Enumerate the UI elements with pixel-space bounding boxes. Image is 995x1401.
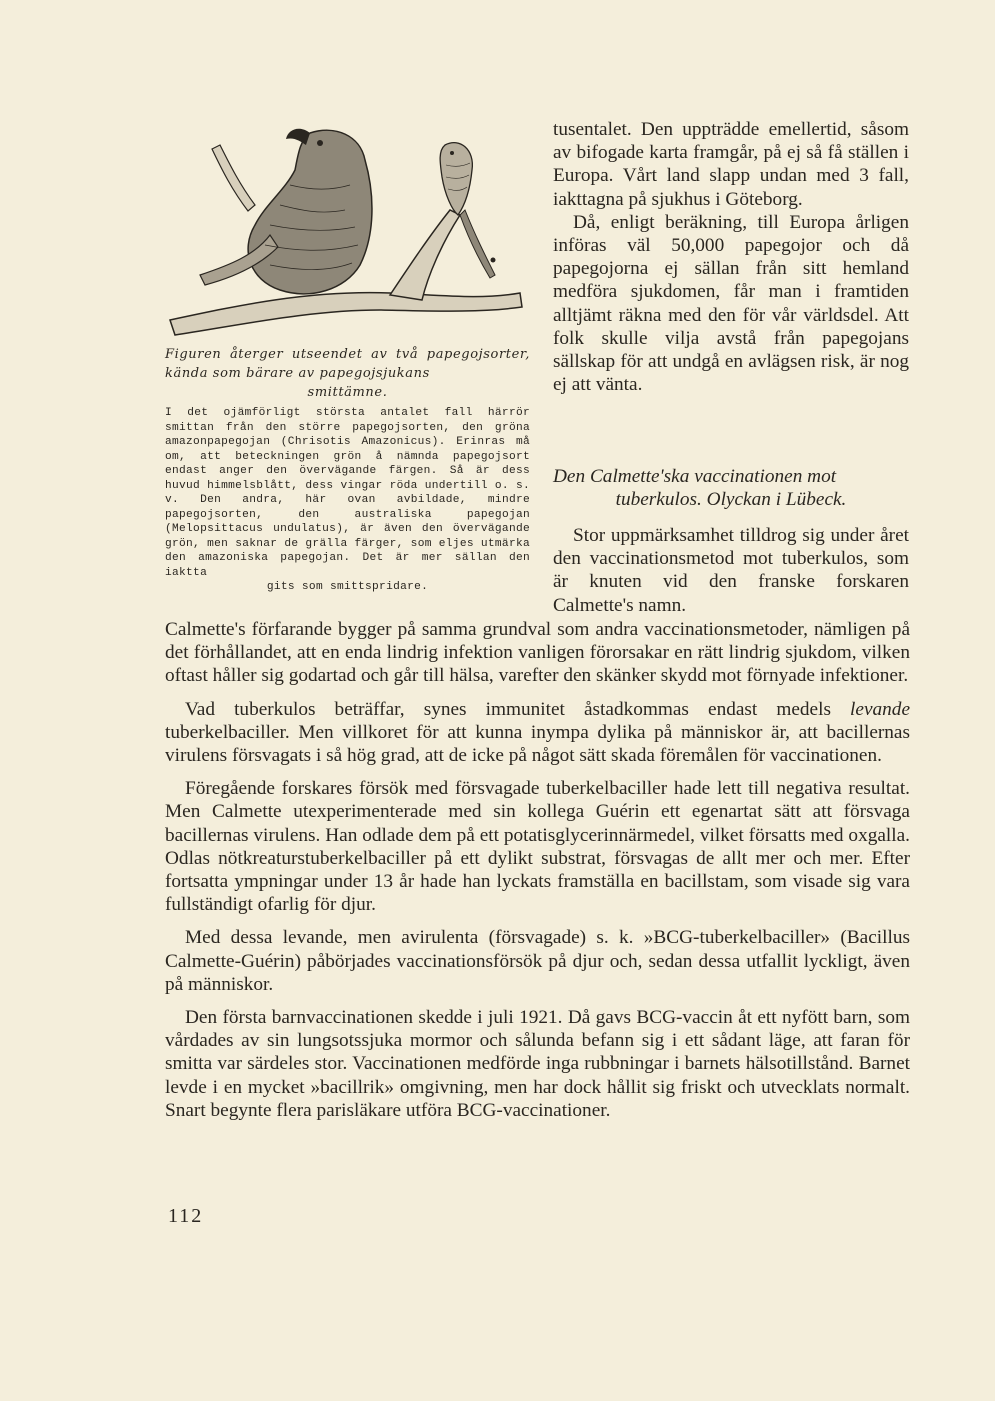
right-column: [553, 118, 909, 396]
body-paragraph-2b: tuberkelbaciller. Men villkoret för att kunna inympa dylika på människor är, att bacillernas virulens försvagats i så hög grad, att de icke på något sätt skada föremålen för vaccinationen.: [165, 721, 910, 767]
body-paragraph-2-emphasis: levande: [850, 698, 910, 720]
right-paragraph-1: tusentalet. Den uppträdde emellertid, såsom av bifogade karta framgår, på ej så få ställen i Europa. Vårt land slapp undan med 3 fall, iakttagna på sjukhus i Göteborg.: [553, 119, 909, 210]
section-heading: [553, 465, 909, 511]
figure-caption-title: [165, 345, 530, 402]
parrots-illustration: [160, 115, 530, 345]
section-heading-line-1: Den Calmette'ska vaccinationen mot: [553, 466, 837, 487]
intro-paragraph: Stor uppmärksamhet tilldrog sig under året den vaccinationsmetod mot tuberkulos, som är knuten vid den franske forskaren Calmette's namn.: [553, 525, 909, 616]
body-paragraph-5: Den första barnvaccinationen skedde i juli 1921. Då gavs BCG-vaccin åt ett nyfött barn, som vårdades av sin lungsotssjuka mormor och sålunda befann sig i ett sådant läge, att faran för smitta var särdeles stor. Vaccinationen medförde inga rubbningar i barnets hälsotillstånd. Barnet levde i en mycket »bacillrik» omgivning, men har dock hållit sig friskt och utvecklats normalt. Snart begynte flera parisläkare utföra BCG-vaccinationer.: [165, 1007, 910, 1121]
body-paragraph-2a: Vad tuberkulos beträffar, synes immunitet åstadkommas endast medels: [185, 698, 851, 720]
caption-title-last: smittämne.: [307, 385, 388, 400]
parrots-engraving: [160, 115, 530, 345]
body-paragraph-3: Föregående forskares försök med försvagade tuberkelbaciller hade lett till negativa resultat. Men Calmette utexperimenterade med sin kollega Guérin ett egenartat sätt att försvaga bacillernas virulens. Han odlade dem på ett potatisglycerinnärmedel, vilket försatts med oxgalla. Odlas nötkreaturstuberkelbaciller på ett dylikt substrat, försvagas de allt mer och mer. Efter fortsatta ympningar under 13 år hade han lyckats framställa en bacillstam, som visade sig vara fullständigt ofarlig för djur.: [165, 778, 910, 916]
caption-body-end: gits som smittspridare.: [266, 581, 429, 593]
section-heading-line-2: tuberkulos. Olyckan i Lübeck.: [615, 489, 847, 511]
right-paragraph-2: Då, enligt beräkning, till Europa årligen införas väl 50,000 papegojor och då papegojorna ej sällan från sitt hemland medföra sjukdomen, får man i framtiden alltjämt räkna med den för vår världsdel. Att folk skulle vilja avstå från papegojans sällskap för att undgå en avlägsen risk, är nog ej att vänta.: [553, 211, 909, 396]
body-paragraph-1: Calmette's förfarande bygger på samma grundval som andra vaccinationsmetoder, nämligen på det förhållandet, att en enda lindrig infektion vanligen förorsakar en rätt lindrig sjukdom, vilken oftast håller sig godartad och går till hälsa, varefter den skänker skydd mot förnyade infektioner.: [165, 619, 910, 687]
figure-caption-body: [165, 406, 530, 595]
caption-title-text: Figuren återger utseendet av två papegojsorter, kända som bärare av papegojsjukans: [165, 347, 530, 381]
caption-body-text: I det ojämförligt största antalet fall härrör smittan från den större papegojsorten, den gröna amazonpapegojan (Chrisotis Amazonicus). Erinras må om, att beteckningen grön å nämnda papegojsort endast anger den övervägande färgen. Så är dess huvud himmelsblått, dess vingar röda undertill o. s. v. Den andra, här ovan avbildade, mindre papegojsorten, den australiska papegojan (Melopsittacus undulatus), är även den övervägande grön, men saknar de grälla färger, som eljes utmärka den amazoniska papegojan. Det är mer sällan den iaktta: [165, 407, 530, 579]
section-intro: [553, 524, 909, 617]
page-number: 112: [168, 1205, 204, 1227]
body-text: [165, 618, 910, 1132]
body-paragraph-2: [165, 698, 910, 768]
body-paragraph-4: Med dessa levande, men avirulenta (försvagade) s. k. »BCG-tuberkelbaciller» (Bacillus Calmette-Guérin) påbörjades vaccinationsförsök på djur och, sedan dessa utfallit lyckligt, även på människor.: [165, 927, 910, 995]
